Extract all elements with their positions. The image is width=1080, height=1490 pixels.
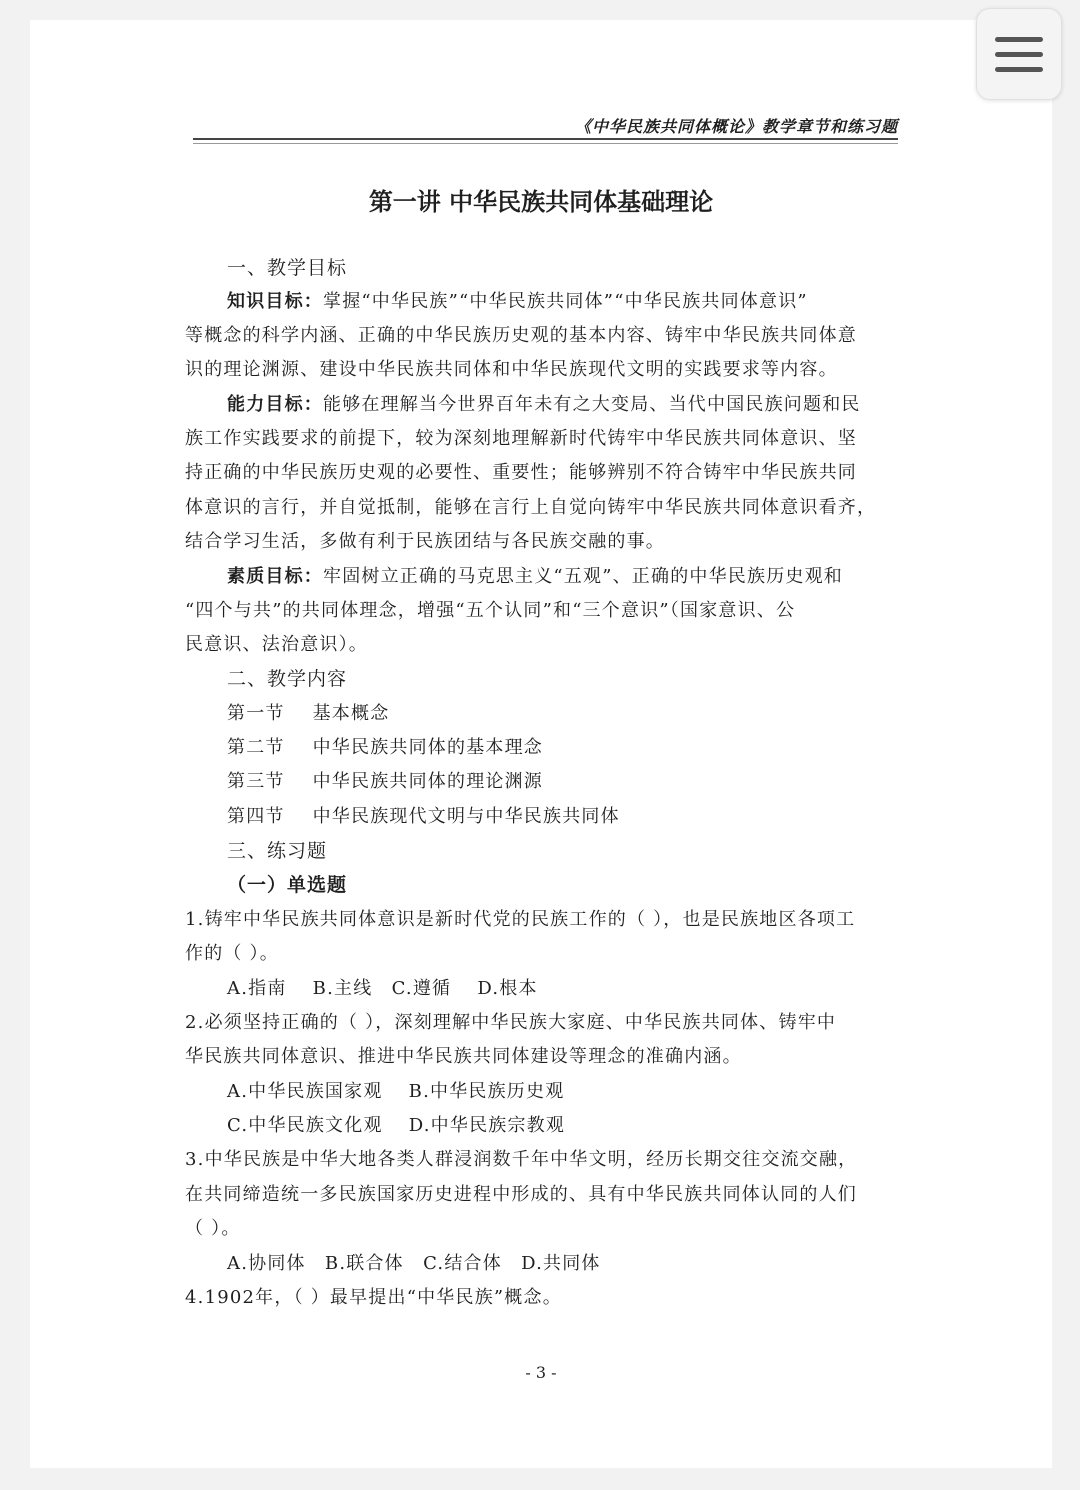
question-2-options-1: A.中华民族国家观 B.中华民族历史观 (227, 1081, 565, 1102)
section-heading-exercises: 三、练习题 (227, 840, 328, 862)
question-3-line-3: （ ）。 (185, 1218, 241, 1239)
knowledge-goal-line-1: 知识目标：掌握“中华民族”“中华民族共同体”“中华民族共同体意识” (227, 291, 808, 312)
ability-goal-label: 能力目标： (227, 394, 323, 415)
hamburger-menu-icon[interactable] (976, 8, 1062, 100)
lecture-title: 第一讲 中华民族共同体基础理论 (368, 188, 714, 216)
ability-goal-line-3: 持正确的中华民族历史观的必要性、重要性；能够辨别不符合铸牢中华民族共同 (185, 462, 857, 483)
knowledge-goal-line-2: 等概念的科学内涵、正确的中华民族历史观的基本内容、铸牢中华民族共同体意 (185, 325, 857, 346)
question-1-line-2: 作的（ ）。 (185, 943, 279, 964)
question-1-options: A.指南 B.主线 C.遵循 D.根本 (227, 978, 538, 999)
document-page (30, 20, 1052, 1468)
content-item: 第三节 中华民族共同体的理论渊源 (227, 771, 544, 792)
quality-goal-line-3: 民意识、法治意识）。 (185, 634, 368, 655)
section-heading-goals: 一、教学目标 (227, 257, 348, 279)
content-item: 第四节 中华民族现代文明与中华民族共同体 (227, 806, 620, 827)
question-3-line-2: 在共同缔造统一多民族国家历史进程中形成的、具有中华民族共同体认同的人们 (185, 1184, 857, 1205)
knowledge-goal-line-3: 识的理论渊源、建设中华民族共同体和中华民族现代文明的实践要求等内容。 (185, 359, 838, 380)
question-2-options-2: C.中华民族文化观 D.中华民族宗教观 (227, 1115, 566, 1136)
quality-goal-label: 素质目标： (227, 566, 323, 587)
section-heading-content: 二、教学内容 (227, 668, 348, 690)
ability-goal-line-4: 体意识的言行，并自觉抵制，能够在言行上自觉向铸牢中华民族共同体意识看齐， (185, 497, 877, 518)
question-1-line-1: 1.铸牢中华民族共同体意识是新时代党的民族工作的（ ），也是民族地区各项工 (185, 909, 856, 930)
quality-goal-line-1: 素质目标：牢固树立正确的马克思主义“五观”、正确的中华民族历史观和 (227, 566, 844, 587)
knowledge-goal-label: 知识目标： (227, 291, 323, 312)
quality-goal-line-2: “四个与共”的共同体理念，增强“五个认同”和“三个意识”（国家意识、公 (185, 600, 796, 621)
question-4-line-1: 4.1902年，（ ）最早提出“中华民族”概念。 (185, 1287, 562, 1308)
question-2-line-2: 华民族共同体意识、推进中华民族共同体建设等理念的准确内涵。 (185, 1046, 742, 1067)
ability-goal-line-1: 能力目标：能够在理解当今世界百年未有之大变局、当代中国民族问题和民 (227, 394, 861, 415)
ability-goal-line-5: 结合学习生活，多做有利于民族团结与各民族交融的事。 (185, 531, 665, 552)
header-rule (193, 138, 898, 140)
running-header: 《中华民族共同体概论》教学章节和练习题 (574, 117, 898, 136)
question-2-line-1: 2.必须坚持正确的（ ），深刻理解中华民族大家庭、中华民族共同体、铸牢中 (185, 1012, 837, 1033)
content-item: 第二节 中华民族共同体的基本理念 (227, 737, 544, 758)
header-rule-thin (193, 143, 898, 144)
single-choice-heading: （一）单选题 (227, 874, 348, 896)
content-item: 第一节 基本概念 (227, 703, 390, 724)
ability-goal-line-2: 族工作实践要求的前提下，较为深刻地理解新时代铸牢中华民族共同体意识、坚 (185, 428, 857, 449)
question-3-line-1: 3.中华民族是中华大地各类人群浸润数千年中华文明，经历长期交往交流交融， (185, 1149, 858, 1170)
page-number: - 3 - (525, 1363, 557, 1382)
question-3-options: A.协同体 B.联合体 C.结合体 D.共同体 (227, 1253, 601, 1274)
